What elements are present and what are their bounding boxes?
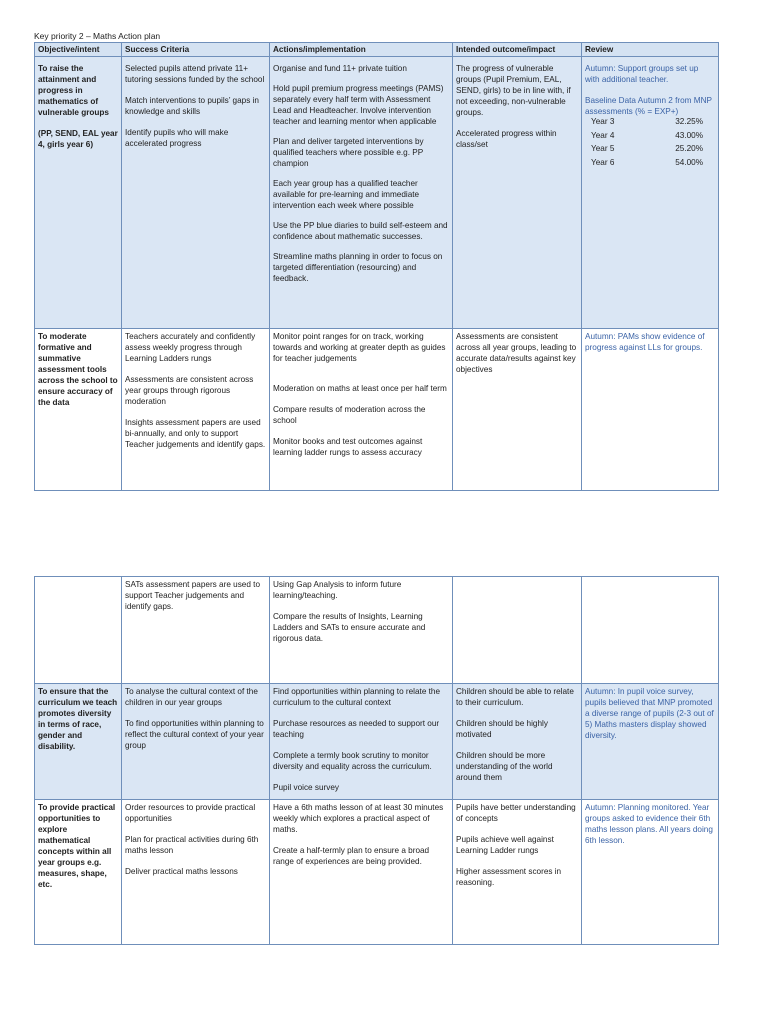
actions-cell <box>270 329 453 491</box>
objective-text: To ensure that the curriculum we teach promotes diversity in terms of race, gender and disability. <box>38 687 118 751</box>
actions-cell <box>270 800 453 945</box>
baseline-row: Year 3 32.25% <box>591 117 703 126</box>
objective-cell <box>35 684 122 800</box>
table-row <box>35 329 719 491</box>
criteria-cell <box>122 684 270 800</box>
outcome-cell <box>453 577 582 684</box>
action-text: Create a half-termly plan to ensure a broad range of experiences are being provided. <box>273 846 430 866</box>
outcome-text: Children should be more understanding of the world around them <box>456 751 553 782</box>
objective-text: To provide practical opportunities to explore mathematical concepts within all year groups e.g. measures, shape, etc. <box>38 803 116 889</box>
document-title: Key priority 2 – Maths Action plan <box>34 31 161 41</box>
objective-text: To raise the attainment and progress in mathematics of vulnerable groups <box>38 64 109 117</box>
criteria-text: SATs assessment papers are used to support Teacher judgements and identify gaps. <box>125 580 261 611</box>
header-actions: Actions/implementation <box>270 43 453 57</box>
review-cell <box>582 577 719 684</box>
baseline-data-list <box>591 115 715 169</box>
outcome-cell <box>453 329 582 491</box>
baseline-row: Year 6 54.00% <box>591 157 703 167</box>
action-text: Compare results of moderation across the school <box>273 405 426 425</box>
review-cell <box>582 329 719 491</box>
action-text: Find opportunities within planning to relate the curriculum to the cultural context <box>273 687 441 707</box>
action-text: Have a 6th maths lesson of at least 30 minutes weekly which explores a practical aspect of maths. <box>273 803 444 834</box>
criteria-text: To analyse the cultural context of the children in our year groups <box>125 687 258 707</box>
header-objective: Objective/intent <box>35 43 122 57</box>
criteria-text: Plan for practical activities during 6th maths lesson <box>125 835 259 855</box>
outcome-text: Accelerated progress within class/set <box>456 129 557 149</box>
action-text: Compare the results of Insights, Learning Ladders and SATs to ensure accurate and rigorous data. <box>273 612 426 643</box>
table-row <box>35 57 719 329</box>
criteria-cell <box>122 329 270 491</box>
outcome-text: Assessments are consistent across all year groups, leading to accurate data/results against key objectives <box>456 332 577 374</box>
action-text: Plan and deliver targeted interventions by qualified teachers where possible e.g. PP champion <box>273 137 424 168</box>
review-text: Autumn: Planning monitored. Year groups asked to evidence their 6th maths lesson plans. All years doing 6th lesson. <box>585 803 713 845</box>
action-text: Streamline maths planning in order to focus on targeted differentiation (resourcing) and feedback. <box>273 252 443 283</box>
criteria-text: Assessments are consistent across year groups through rigorous moderation <box>125 375 254 406</box>
table-row <box>35 684 719 800</box>
criteria-text: Match interventions to pupils’ gaps in knowledge and skills <box>125 96 259 116</box>
review-text: Autumn: In pupil voice survey, pupils believed that MNP promoted a diverse range of pupils (2-3 out of 5) Maths masters display showed diversity. <box>585 687 714 740</box>
criteria-text: Insights assessment papers are used bi-annually, and only to support Teacher judgements and identify gaps. <box>125 418 266 449</box>
criteria-text: Selected pupils attend private 11+ tutoring sessions funded by the school <box>125 64 265 84</box>
outcome-cell <box>453 800 582 945</box>
action-text: Each year group has a qualified teacher available for pre-learning and immediate intervention each week where possible <box>273 179 420 210</box>
objective-cell <box>35 329 122 491</box>
action-text: Moderation on maths at least once per half term <box>273 384 447 393</box>
action-text: Monitor books and test outcomes against learning ladder rungs to assess accuracy <box>273 437 423 457</box>
objective-cell <box>35 57 122 329</box>
criteria-text: Order resources to provide practical opportunities <box>125 803 256 823</box>
criteria-text: Teachers accurately and confidently assess weekly progress through Learning Ladders rungs <box>125 332 256 363</box>
objective-cell <box>35 577 122 684</box>
review-text: Autumn: Support groups set up with additional teacher. <box>585 64 699 84</box>
actions-cell <box>270 684 453 800</box>
header-success-criteria: Success Criteria <box>122 43 270 57</box>
table-row <box>35 577 719 684</box>
action-text: Hold pupil premium progress meetings (PAMS) separately every half term with Assessment Lead and Headteacher. Involve intervention teacher and learning mentor when applicable <box>273 84 444 126</box>
outcome-text: Higher assessment scores in reasoning. <box>456 867 562 887</box>
action-text: Complete a termly book scrutiny to monitor diversity and equality across the curriculum. <box>273 751 432 771</box>
outcome-text: The progress of vulnerable groups (Pupil Premium, EAL, SEND, girls) to be in line with, if not exceeding, non-vulnerable groups. <box>456 64 571 117</box>
outcome-cell <box>453 57 582 329</box>
action-plan-table-continued <box>34 576 719 945</box>
objective-cell <box>35 800 122 945</box>
baseline-row: Year 5 25.20% <box>591 144 703 153</box>
criteria-cell <box>122 57 270 329</box>
objective-groups: (PP, SEND, EAL year 4, girls year 6) <box>38 129 118 149</box>
review-text: Autumn: PAMs show evidence of progress against LLs for groups. <box>585 332 705 352</box>
outcome-cell <box>453 684 582 800</box>
criteria-text: To find opportunities within planning to reflect the cultural context of your year group <box>125 719 264 750</box>
action-text: Pupil voice survey <box>273 783 339 792</box>
baseline-row: Year 4 43.00% <box>591 130 703 140</box>
header-review: Review <box>582 43 719 57</box>
outcome-text: Pupils have better understanding of concepts <box>456 803 576 823</box>
action-plan-table <box>34 42 719 491</box>
criteria-text: Deliver practical maths lessons <box>125 867 238 876</box>
actions-cell <box>270 577 453 684</box>
criteria-text: Identify pupils who will make accelerated progress <box>125 128 229 148</box>
outcome-text: Children should be able to relate to their curriculum. <box>456 687 574 707</box>
criteria-cell <box>122 577 270 684</box>
table-row <box>35 800 719 945</box>
actions-cell <box>270 57 453 329</box>
header-outcome: Intended outcome/impact <box>453 43 582 57</box>
outcome-text: Children should be highly motivated <box>456 719 548 739</box>
criteria-cell <box>122 800 270 945</box>
action-text: Using Gap Analysis to inform future learning/teaching. <box>273 580 402 600</box>
review-cell <box>582 800 719 945</box>
action-text: Use the PP blue diaries to build self-esteem and confidence about mathematic successes. <box>273 221 448 241</box>
action-text: Organise and fund 11+ private tuition <box>273 64 407 73</box>
objective-text: To moderate formative and summative assessment tools across the school to ensure accuracy of the data <box>38 332 118 407</box>
review-text: Baseline Data Autumn 2 from MNP assessments (% = EXP+) <box>585 96 712 116</box>
outcome-text: Pupils achieve well against Learning Ladder rungs <box>456 835 554 855</box>
review-cell <box>582 57 719 329</box>
action-text: Monitor point ranges for on track, working towards and working at greater depth as guides for teacher judgements <box>273 332 446 363</box>
action-text: Purchase resources as needed to support our teaching <box>273 719 440 739</box>
review-cell <box>582 684 719 800</box>
header-row <box>35 43 719 57</box>
